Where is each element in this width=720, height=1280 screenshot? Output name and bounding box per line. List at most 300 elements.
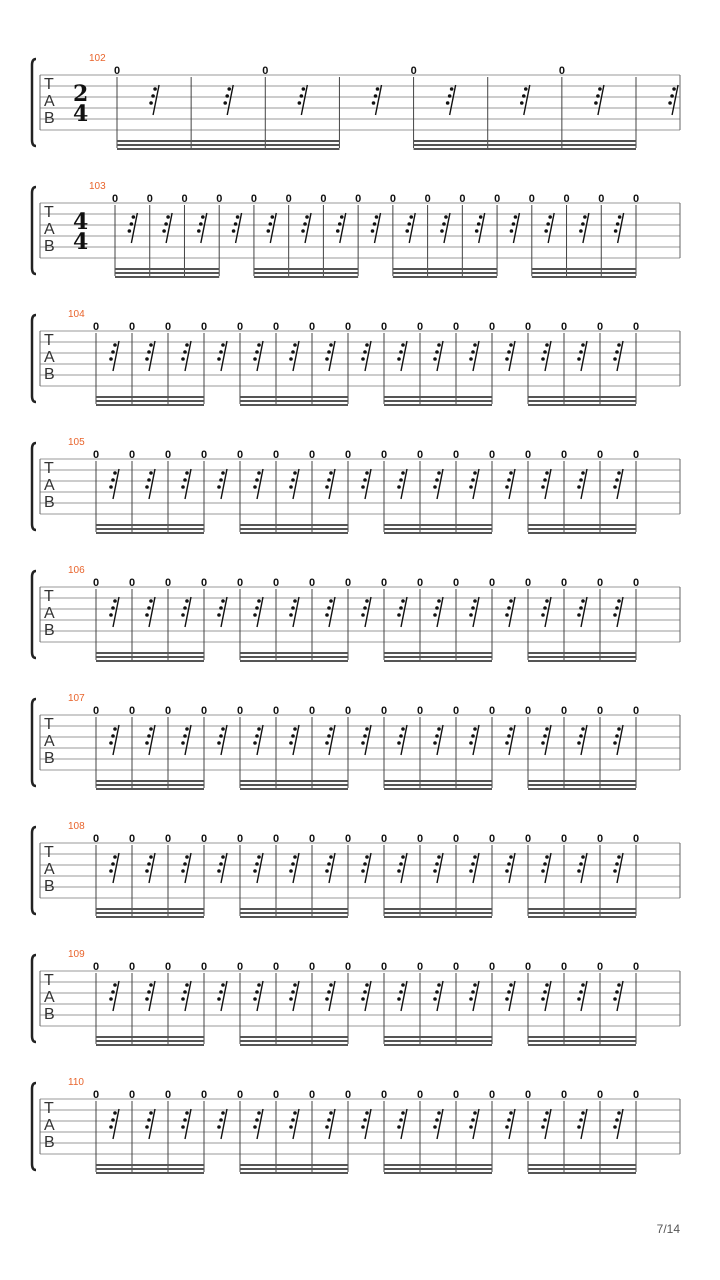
fret-number: 0 — [561, 1089, 568, 1101]
fret-number: 0 — [525, 1089, 532, 1101]
sixteenth-rest — [109, 981, 119, 1011]
sixteenth-rest — [109, 597, 119, 627]
fret-number: 0 — [597, 321, 604, 333]
fret-number: 0 — [453, 961, 460, 973]
fret-number: 0 — [201, 577, 208, 589]
sixteenth-rest — [145, 725, 155, 755]
fret-number: 0 — [561, 833, 568, 845]
sixteenth-rest — [361, 853, 371, 883]
sixteenth-rest — [433, 341, 443, 371]
fret-number: 0 — [561, 705, 568, 717]
sixteenth-rest — [541, 725, 551, 755]
fret-number: 0 — [417, 833, 424, 845]
beam — [384, 908, 492, 910]
fret-number: 0 — [389, 193, 396, 205]
sixteenth-rest — [298, 85, 308, 115]
sixteenth-rest — [613, 341, 623, 371]
fret-number: 0 — [93, 833, 100, 845]
sixteenth-rest — [181, 469, 191, 499]
beam — [528, 396, 636, 398]
sixteenth-rest — [469, 469, 479, 499]
fret-number: 0 — [525, 577, 532, 589]
tab-clef-letter: T — [44, 972, 54, 989]
sixteenth-rest — [289, 469, 299, 499]
fret-number: 0 — [381, 961, 388, 973]
sixteenth-rest — [668, 85, 678, 115]
sixteenth-rest — [397, 853, 407, 883]
beam — [240, 656, 348, 658]
beam — [240, 396, 348, 398]
beam — [384, 1164, 492, 1166]
system-bracket — [32, 443, 36, 530]
fret-number: 0 — [273, 961, 280, 973]
tab-clef-letter: B — [44, 110, 55, 127]
beam — [96, 1172, 204, 1174]
beam — [240, 660, 348, 662]
beam — [528, 1040, 636, 1042]
measure-number: 105 — [68, 437, 85, 448]
beam — [240, 908, 348, 910]
sixteenth-rest — [397, 981, 407, 1011]
fret-number: 0 — [165, 449, 172, 461]
sixteenth-rest — [223, 85, 233, 115]
fret-number: 0 — [424, 193, 431, 205]
tab-clef-letter: A — [44, 93, 55, 110]
sixteenth-rest — [181, 981, 191, 1011]
sixteenth-rest — [520, 85, 530, 115]
fret-number: 0 — [93, 1089, 100, 1101]
sixteenth-rest — [162, 213, 172, 243]
sixteenth-rest — [109, 469, 119, 499]
sixteenth-rest — [440, 213, 450, 243]
fret-number: 0 — [597, 1089, 604, 1101]
beam — [254, 268, 358, 270]
fret-number: 0 — [417, 577, 424, 589]
beam — [414, 140, 636, 142]
beam — [96, 404, 204, 406]
beam — [384, 1168, 492, 1170]
fret-number: 0 — [309, 449, 316, 461]
fret-number: 0 — [453, 577, 460, 589]
beam — [384, 404, 492, 406]
beam — [117, 148, 339, 150]
sixteenth-rest — [577, 341, 587, 371]
beam — [528, 916, 636, 918]
fret-number: 0 — [417, 705, 424, 717]
fret-number: 0 — [597, 577, 604, 589]
fret-number: 0 — [563, 193, 570, 205]
fret-number: 0 — [453, 1089, 460, 1101]
tab-clef-letter: A — [44, 733, 55, 750]
fret-number: 0 — [201, 833, 208, 845]
beam — [240, 912, 348, 914]
fret-number: 0 — [459, 193, 466, 205]
sixteenth-rest — [181, 1109, 191, 1139]
beam — [240, 788, 348, 790]
fret-number: 0 — [165, 1089, 172, 1101]
beam — [532, 276, 636, 278]
sixteenth-rest — [405, 213, 415, 243]
beam — [528, 652, 636, 654]
fret-number: 0 — [525, 961, 532, 973]
beam — [528, 784, 636, 786]
beam — [528, 1164, 636, 1166]
fret-number: 0 — [489, 833, 496, 845]
beam — [528, 912, 636, 914]
sixteenth-rest — [541, 1109, 551, 1139]
tab-clef-letter: A — [44, 221, 55, 238]
tab-clef-letter: B — [44, 238, 55, 255]
beam — [240, 784, 348, 786]
beam — [384, 532, 492, 534]
fret-number: 0 — [309, 577, 316, 589]
beam — [96, 912, 204, 914]
tab-clef-letter: T — [44, 844, 54, 861]
beam — [384, 912, 492, 914]
fret-number: 0 — [417, 1089, 424, 1101]
beam — [96, 1040, 204, 1042]
fret-number: 0 — [381, 1089, 388, 1101]
fret-number: 0 — [561, 961, 568, 973]
measure-number: 110 — [68, 1077, 84, 1088]
fret-number: 0 — [273, 577, 280, 589]
sixteenth-rest — [145, 853, 155, 883]
sixteenth-rest — [577, 725, 587, 755]
fret-number: 0 — [273, 321, 280, 333]
fret-number: 0 — [525, 449, 532, 461]
beam — [384, 788, 492, 790]
fret-number: 0 — [598, 193, 605, 205]
beam — [115, 276, 219, 278]
sixteenth-rest — [469, 1109, 479, 1139]
tab-system — [32, 181, 680, 278]
fret-number: 0 — [381, 833, 388, 845]
beam — [384, 396, 492, 398]
fret-number: 0 — [273, 449, 280, 461]
fret-number: 0 — [410, 65, 417, 77]
beam — [528, 908, 636, 910]
sixteenth-rest — [361, 1109, 371, 1139]
beam — [96, 656, 204, 658]
beam — [96, 400, 204, 402]
sixteenth-rest — [397, 469, 407, 499]
measure-number: 109 — [68, 949, 85, 960]
sixteenth-rest — [505, 597, 515, 627]
tab-clef-letter: A — [44, 349, 55, 366]
fret-number: 0 — [93, 321, 100, 333]
sixteenth-rest — [109, 1109, 119, 1139]
beam — [96, 784, 204, 786]
sixteenth-rest — [109, 853, 119, 883]
sixteenth-rest — [217, 341, 227, 371]
sixteenth-rest — [217, 469, 227, 499]
tab-clef-letter: B — [44, 750, 55, 767]
tab-system — [32, 309, 680, 406]
sixteenth-rest — [577, 853, 587, 883]
sixteenth-rest — [577, 981, 587, 1011]
fret-number: 0 — [597, 449, 604, 461]
fret-number: 0 — [417, 449, 424, 461]
sixteenth-rest — [289, 1109, 299, 1139]
fret-number: 0 — [237, 833, 244, 845]
beam — [96, 1168, 204, 1170]
beam — [528, 660, 636, 662]
beam — [117, 140, 339, 142]
beam — [96, 396, 204, 398]
time-signature-digit: 2 — [73, 81, 89, 107]
system-bracket — [32, 59, 36, 146]
beam — [528, 400, 636, 402]
sixteenth-rest — [145, 341, 155, 371]
tab-clef-letter: A — [44, 477, 55, 494]
tab-clef-letter: T — [44, 460, 54, 477]
beam — [240, 1172, 348, 1174]
measure-number: 106 — [68, 565, 85, 576]
beam — [240, 1040, 348, 1042]
beam — [414, 148, 636, 150]
tab-clef-letter: B — [44, 494, 55, 511]
sixteenth-rest — [397, 341, 407, 371]
tab-clef-letter: A — [44, 989, 55, 1006]
beam — [96, 528, 204, 530]
sixteenth-rest — [181, 597, 191, 627]
beam — [384, 652, 492, 654]
fret-number: 0 — [309, 1089, 316, 1101]
sixteenth-rest — [613, 853, 623, 883]
sixteenth-rest — [253, 597, 263, 627]
tab-clef-letter: T — [44, 588, 54, 605]
fret-number: 0 — [345, 321, 352, 333]
beam — [528, 656, 636, 658]
fret-number: 0 — [489, 961, 496, 973]
fret-number: 0 — [237, 1089, 244, 1101]
fret-number: 0 — [633, 833, 640, 845]
system-bracket — [32, 699, 36, 786]
tab-clef-letter: T — [44, 1100, 54, 1117]
sixteenth-rest — [289, 341, 299, 371]
tab-clef-letter: T — [44, 76, 54, 93]
tab-system — [32, 1077, 680, 1174]
measure-number: 108 — [68, 821, 85, 832]
sixteenth-rest — [253, 981, 263, 1011]
sixteenth-rest — [181, 341, 191, 371]
tab-clef-letter: B — [44, 1006, 55, 1023]
fret-number: 0 — [597, 961, 604, 973]
sixteenth-rest — [613, 981, 623, 1011]
beam — [115, 272, 219, 274]
sixteenth-rest — [372, 85, 382, 115]
beam — [96, 1036, 204, 1038]
sixteenth-rest — [433, 725, 443, 755]
fret-number: 0 — [561, 577, 568, 589]
sixteenth-rest — [181, 725, 191, 755]
sixteenth-rest — [613, 725, 623, 755]
sixteenth-rest — [325, 597, 335, 627]
sixteenth-rest — [325, 853, 335, 883]
tab-system — [32, 437, 680, 534]
sixteenth-rest — [469, 341, 479, 371]
tab-clef-letter: T — [44, 332, 54, 349]
sixteenth-rest — [505, 981, 515, 1011]
system-bracket — [32, 571, 36, 658]
beam — [528, 1168, 636, 1170]
sixteenth-rest — [149, 85, 159, 115]
fret-number: 0 — [285, 193, 292, 205]
tab-clef-letter: T — [44, 204, 54, 221]
sixteenth-rest — [433, 853, 443, 883]
sixteenth-rest — [613, 469, 623, 499]
beam — [240, 524, 348, 526]
beam — [96, 908, 204, 910]
sixteenth-rest — [577, 1109, 587, 1139]
fret-number: 0 — [309, 833, 316, 845]
fret-number: 0 — [273, 833, 280, 845]
fret-number: 0 — [165, 577, 172, 589]
beam — [528, 532, 636, 534]
beam — [96, 660, 204, 662]
fret-number: 0 — [633, 1089, 640, 1101]
fret-number: 0 — [417, 961, 424, 973]
beam — [384, 1036, 492, 1038]
sixteenth-rest — [397, 597, 407, 627]
fret-number: 0 — [129, 577, 136, 589]
fret-number: 0 — [216, 193, 223, 205]
beam — [384, 524, 492, 526]
sixteenth-rest — [594, 85, 604, 115]
sixteenth-rest — [128, 213, 138, 243]
system-bracket — [32, 955, 36, 1042]
sixteenth-rest — [181, 853, 191, 883]
system-bracket — [32, 1083, 36, 1170]
sixteenth-rest — [433, 1109, 443, 1139]
sixteenth-rest — [289, 597, 299, 627]
beam — [528, 404, 636, 406]
fret-number: 0 — [345, 1089, 352, 1101]
sixteenth-rest — [613, 1109, 623, 1139]
fret-number: 0 — [633, 449, 640, 461]
sixteenth-rest — [541, 597, 551, 627]
fret-number: 0 — [93, 961, 100, 973]
sixteenth-rest — [577, 469, 587, 499]
beam — [96, 1164, 204, 1166]
beam — [240, 528, 348, 530]
beam — [96, 788, 204, 790]
page-number: 7/14 — [656, 1222, 680, 1236]
beam — [96, 916, 204, 918]
sixteenth-rest — [325, 981, 335, 1011]
sixteenth-rest — [544, 213, 554, 243]
fret-number: 0 — [453, 833, 460, 845]
beam — [384, 1040, 492, 1042]
sixteenth-rest — [109, 341, 119, 371]
sixteenth-rest — [510, 213, 520, 243]
sixteenth-rest — [469, 597, 479, 627]
fret-number: 0 — [165, 833, 172, 845]
beam — [528, 1172, 636, 1174]
fret-number: 0 — [355, 193, 362, 205]
sixteenth-rest — [253, 725, 263, 755]
system-bracket — [32, 315, 36, 402]
beam — [240, 916, 348, 918]
tab-clef-letter: B — [44, 366, 55, 383]
fret-number: 0 — [309, 961, 316, 973]
fret-number: 0 — [489, 321, 496, 333]
fret-number: 0 — [237, 321, 244, 333]
sixteenth-rest — [397, 1109, 407, 1139]
time-signature-digit: 4 — [73, 209, 89, 235]
fret-number: 0 — [93, 705, 100, 717]
beam — [528, 528, 636, 530]
fret-number: 0 — [345, 449, 352, 461]
sixteenth-rest — [446, 85, 456, 115]
fret-number: 0 — [633, 321, 640, 333]
fret-number: 0 — [453, 321, 460, 333]
sixteenth-rest — [433, 469, 443, 499]
fret-number: 0 — [273, 705, 280, 717]
beam — [96, 780, 204, 782]
fret-number: 0 — [237, 961, 244, 973]
fret-number: 0 — [528, 193, 535, 205]
fret-number: 0 — [633, 193, 640, 205]
sixteenth-rest — [469, 981, 479, 1011]
sixteenth-rest — [217, 981, 227, 1011]
beam — [240, 1164, 348, 1166]
tab-clef-letter: B — [44, 878, 55, 895]
measure-number: 107 — [68, 693, 85, 704]
beam — [528, 780, 636, 782]
fret-number: 0 — [93, 577, 100, 589]
beam — [117, 144, 339, 146]
fret-number: 0 — [262, 65, 269, 77]
beam — [384, 660, 492, 662]
beam — [240, 532, 348, 534]
beam — [384, 400, 492, 402]
fret-number: 0 — [494, 193, 501, 205]
fret-number: 0 — [201, 705, 208, 717]
sixteenth-rest — [541, 469, 551, 499]
fret-number: 0 — [201, 1089, 208, 1101]
measure-number: 104 — [68, 309, 85, 320]
fret-number: 0 — [112, 193, 119, 205]
fret-number: 0 — [489, 449, 496, 461]
fret-number: 0 — [345, 705, 352, 717]
sixteenth-rest — [325, 469, 335, 499]
measure-number: 103 — [89, 181, 106, 192]
time-signature-digit: 4 — [73, 101, 89, 127]
beam — [528, 1036, 636, 1038]
fret-number: 0 — [558, 65, 565, 77]
sixteenth-rest — [217, 1109, 227, 1139]
fret-number: 0 — [237, 449, 244, 461]
fret-number: 0 — [633, 705, 640, 717]
fret-number: 0 — [561, 321, 568, 333]
sixteenth-rest — [371, 213, 381, 243]
fret-number: 0 — [561, 449, 568, 461]
beam — [240, 404, 348, 406]
sixteenth-rest — [289, 725, 299, 755]
sixteenth-rest — [145, 597, 155, 627]
sixteenth-rest — [253, 469, 263, 499]
sixteenth-rest — [433, 597, 443, 627]
beam — [414, 144, 636, 146]
sixteenth-rest — [361, 469, 371, 499]
sixteenth-rest — [361, 981, 371, 1011]
sixteenth-rest — [325, 341, 335, 371]
sixteenth-rest — [541, 981, 551, 1011]
fret-number: 0 — [237, 577, 244, 589]
fret-number: 0 — [165, 961, 172, 973]
tab-system — [32, 949, 680, 1046]
